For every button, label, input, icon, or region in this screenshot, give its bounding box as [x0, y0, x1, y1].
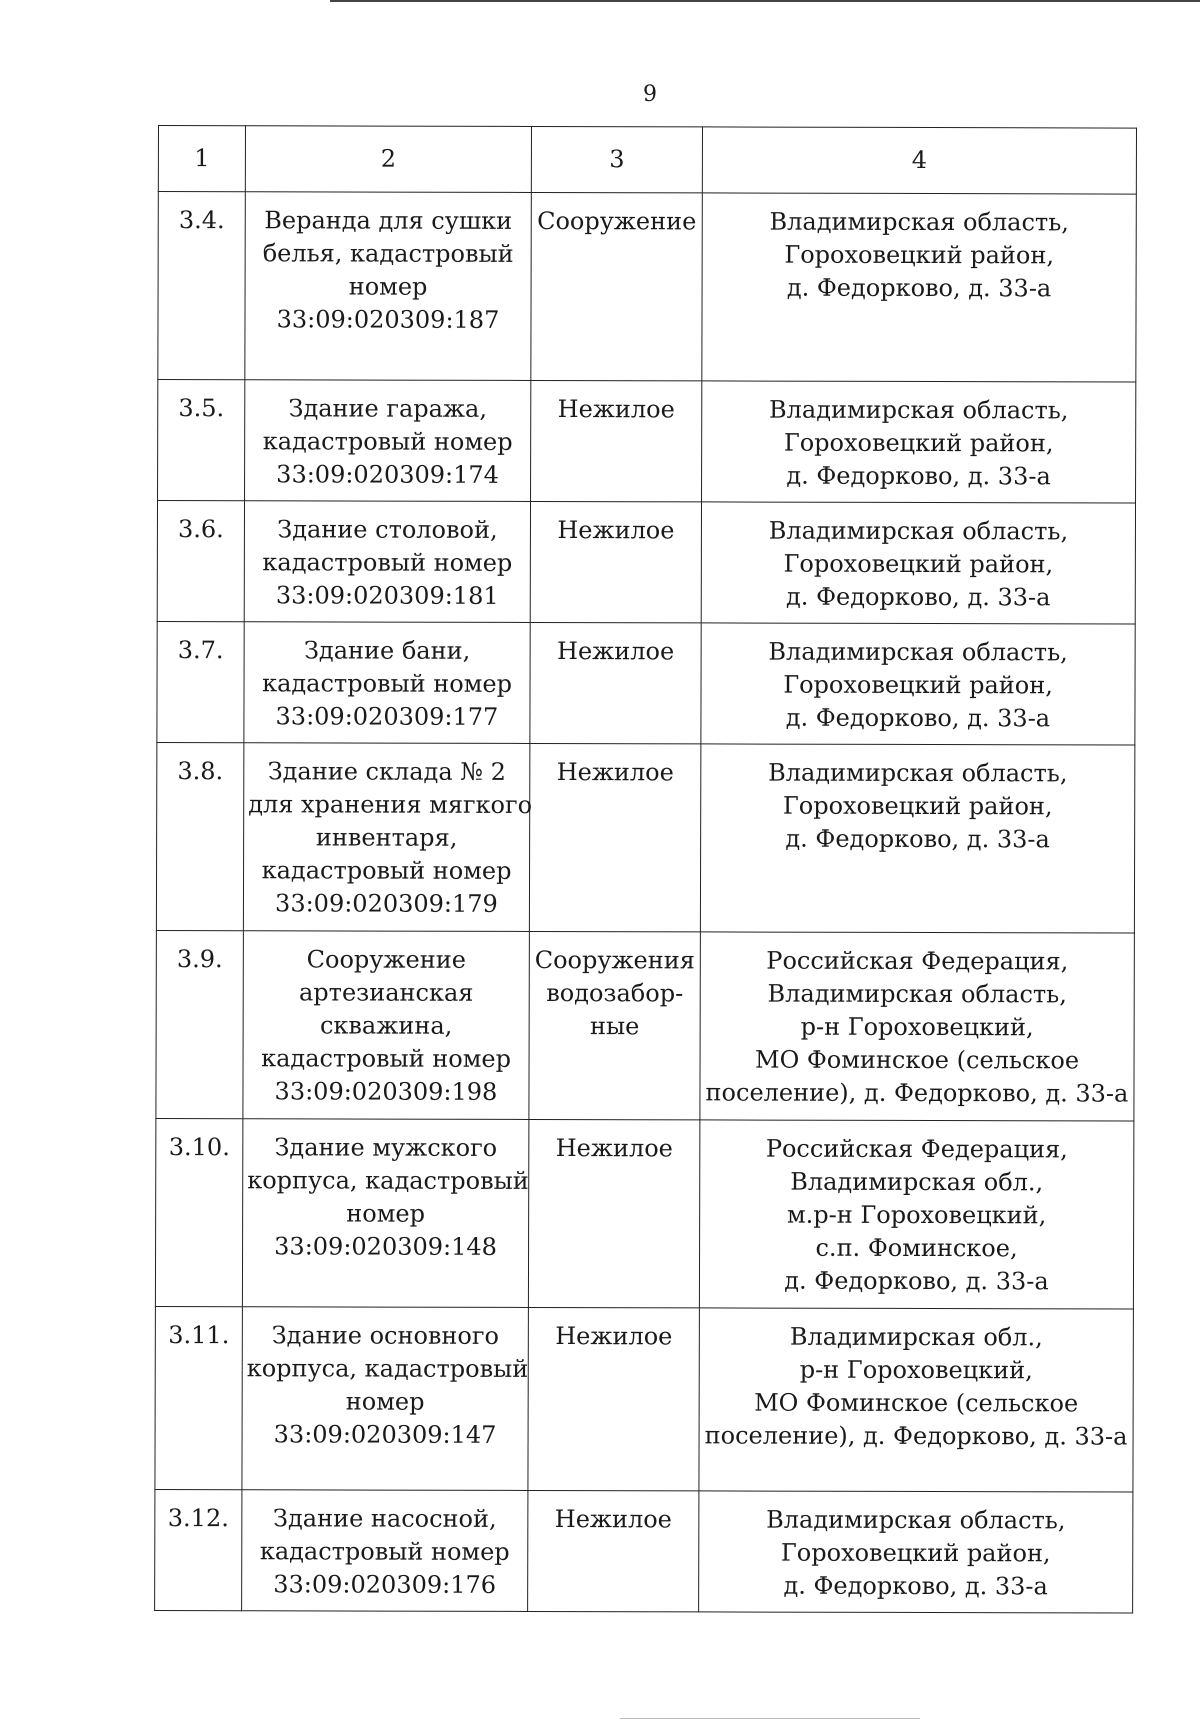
type-line: Нежилое — [557, 395, 675, 424]
header-cell: 4 — [702, 127, 1136, 194]
row-type-cell — [528, 1490, 699, 1611]
name-line: кадастровый номер — [262, 669, 512, 698]
type-line: Нежилое — [557, 516, 675, 545]
name-line: артезианская — [298, 978, 474, 1007]
address-line: д. Федорково, д. 33-а — [784, 1266, 1049, 1296]
name-line: номер — [348, 272, 428, 301]
table-row — [155, 1306, 1133, 1492]
property-table-body — [155, 126, 1137, 1614]
name-line: 33:09:020309:177 — [275, 702, 499, 731]
name-line: Здание гаража, — [288, 394, 488, 423]
row-name-cell — [243, 931, 529, 1120]
row-number-cell: 3.10. — [155, 1118, 242, 1306]
row-name-cell — [245, 380, 531, 502]
row-number-cell: 3.11. — [155, 1306, 242, 1489]
type-line: Нежилое — [556, 758, 674, 787]
type-line: Нежилое — [555, 1134, 673, 1163]
address-line: Владимирская область, — [766, 1505, 1066, 1535]
address-line: Владимирская область, — [767, 979, 1067, 1009]
address-line: Российская Федерация, — [765, 1134, 1068, 1164]
row-type-cell — [531, 192, 702, 380]
row-type-cell — [529, 743, 700, 931]
page-number — [0, 82, 1200, 108]
type-line: Нежилое — [555, 1322, 673, 1351]
name-line: Здание основного — [271, 1321, 499, 1350]
header-cell: 2 — [245, 126, 531, 193]
name-line: номер — [345, 1387, 425, 1416]
table-row — [156, 742, 1134, 933]
name-line: Сооружение — [306, 945, 466, 974]
name-line: для хранения мягкого — [248, 790, 533, 819]
address-line: Владимирская область, — [768, 758, 1068, 788]
row-number-cell: 3.7. — [157, 621, 244, 742]
property-table — [154, 125, 1137, 1614]
name-line: Веранда для сушки — [264, 206, 513, 235]
address-line: м.р-н Гороховецкий, — [786, 1200, 1047, 1230]
row-address-cell — [700, 744, 1134, 933]
table-row — [158, 380, 1136, 504]
row-address-cell — [702, 193, 1136, 382]
name-line: инвентаря, — [315, 823, 458, 852]
type-line: ные — [589, 1012, 640, 1041]
address-line: Гороховецкий район, — [783, 428, 1054, 458]
row-address-cell — [701, 502, 1135, 624]
address-line: Владимирская область, — [769, 207, 1069, 237]
type-line: водозабор- — [546, 979, 684, 1008]
name-line: Здание бани, — [303, 636, 471, 665]
row-number-cell: 3.4. — [158, 192, 245, 380]
name-line: Здание склада № 2 — [267, 757, 506, 786]
address-line: д. Федорково, д. 33-а — [786, 273, 1052, 303]
address-line: МО Фоминское (сельское — [754, 1388, 1079, 1418]
header-cell: 1 — [158, 126, 245, 192]
name-line: кадастровый номер — [262, 548, 513, 577]
table-header-row — [158, 126, 1136, 195]
type-line: Сооружение — [537, 206, 697, 236]
name-line: Здание мужского — [274, 1133, 498, 1162]
header-cell: 3 — [531, 126, 702, 192]
table-row — [155, 1489, 1133, 1613]
row-name-cell — [245, 192, 531, 381]
row-number-cell: 3.5. — [158, 380, 245, 501]
address-line: поселение), д. Федорково, д. 33-а — [704, 1421, 1128, 1451]
name-line: Здание столовой, — [277, 515, 498, 544]
name-line: 33:09:020309:147 — [273, 1420, 497, 1449]
address-line: Гороховецкий район, — [784, 240, 1055, 270]
name-line: кадастровый номер — [261, 856, 512, 885]
address-line: д. Федорково, д. 33-а — [786, 461, 1051, 491]
name-line: 33:09:020309:174 — [276, 460, 499, 489]
row-address-cell — [699, 1120, 1133, 1309]
row-address-cell — [702, 381, 1136, 503]
address-line: Владимирская обл., — [790, 1167, 1044, 1197]
name-line: 33:09:020309:181 — [275, 581, 499, 610]
address-line: д. Федорково, д. 33-а — [783, 1571, 1048, 1601]
top-edge-line — [330, 0, 1200, 2]
table-row — [157, 621, 1135, 745]
row-name-cell — [242, 1490, 528, 1612]
address-line: Гороховецкий район, — [783, 549, 1054, 579]
name-line: 33:09:020309:176 — [273, 1570, 497, 1599]
name-line: Здание насосной, — [273, 1504, 497, 1533]
name-line: 33:09:020309:179 — [275, 889, 498, 918]
address-line: Владимирская область, — [768, 516, 1069, 546]
row-address-cell — [699, 1308, 1133, 1492]
row-name-cell — [244, 501, 530, 623]
address-line: р-н Гороховецкий, — [799, 1355, 1033, 1385]
name-line: кадастровый номер — [262, 427, 513, 456]
row-address-cell — [700, 932, 1134, 1121]
address-line: Гороховецкий район, — [782, 791, 1053, 821]
address-line: д. Федорково, д. 33-а — [785, 824, 1050, 854]
address-line: Владимирская область, — [769, 395, 1069, 425]
address-line: Гороховецкий район, — [780, 1538, 1051, 1568]
page-number-text: 9 — [643, 82, 657, 107]
name-line: белья, кадастровый — [262, 239, 514, 268]
table-row — [158, 192, 1136, 383]
row-type-cell — [531, 380, 702, 501]
name-line: корпуса, кадастровый — [246, 1354, 529, 1383]
row-type-cell — [530, 622, 701, 743]
row-type-cell — [529, 931, 700, 1119]
address-line: МО Фоминское (сельское — [754, 1045, 1080, 1075]
row-address-cell — [701, 623, 1135, 745]
address-line: д. Федорково, д. 33-а — [786, 582, 1051, 612]
row-type-cell — [528, 1119, 699, 1307]
address-line: Российская Федерация, — [766, 946, 1069, 976]
row-address-cell — [699, 1491, 1133, 1613]
row-name-cell — [242, 1307, 528, 1491]
table-row — [155, 1118, 1133, 1309]
type-line: Сооружения — [534, 945, 695, 975]
name-line: кадастровый номер — [261, 1044, 512, 1073]
row-number-cell: 3.12. — [155, 1489, 242, 1610]
address-line: Владимирская обл., — [789, 1322, 1043, 1352]
address-line: поселение), д. Федорково, д. 33-а — [705, 1078, 1129, 1108]
name-line: 33:09:020309:148 — [274, 1232, 497, 1261]
name-line: номер — [346, 1199, 426, 1228]
address-line: р-н Гороховецкий, — [800, 1012, 1034, 1042]
row-name-cell — [244, 622, 530, 744]
row-number-cell: 3.8. — [156, 742, 243, 930]
row-number-cell: 3.6. — [157, 501, 244, 622]
type-line: Нежилое — [554, 1505, 672, 1534]
name-line: корпуса, кадастровый — [247, 1166, 529, 1195]
name-line: 33:09:020309:187 — [276, 305, 500, 334]
name-line: 33:09:020309:198 — [274, 1077, 498, 1106]
name-line: кадастровый номер — [259, 1537, 510, 1566]
name-line: скважина, — [319, 1011, 453, 1040]
row-name-cell — [243, 743, 533, 932]
table-row — [157, 501, 1135, 625]
address-line: с.п. Фоминское, — [815, 1233, 1018, 1263]
address-line: д. Федорково, д. 33-а — [785, 703, 1051, 733]
type-line: Нежилое — [557, 637, 675, 666]
row-number-cell: 3.9. — [156, 930, 243, 1118]
address-line: Владимирская область, — [768, 637, 1068, 667]
row-name-cell — [242, 1119, 528, 1308]
row-type-cell — [528, 1307, 699, 1490]
bottom-edge-line — [620, 1718, 920, 1719]
table-row — [156, 930, 1134, 1121]
row-type-cell — [530, 501, 701, 622]
address-line: Гороховецкий район, — [783, 670, 1053, 700]
